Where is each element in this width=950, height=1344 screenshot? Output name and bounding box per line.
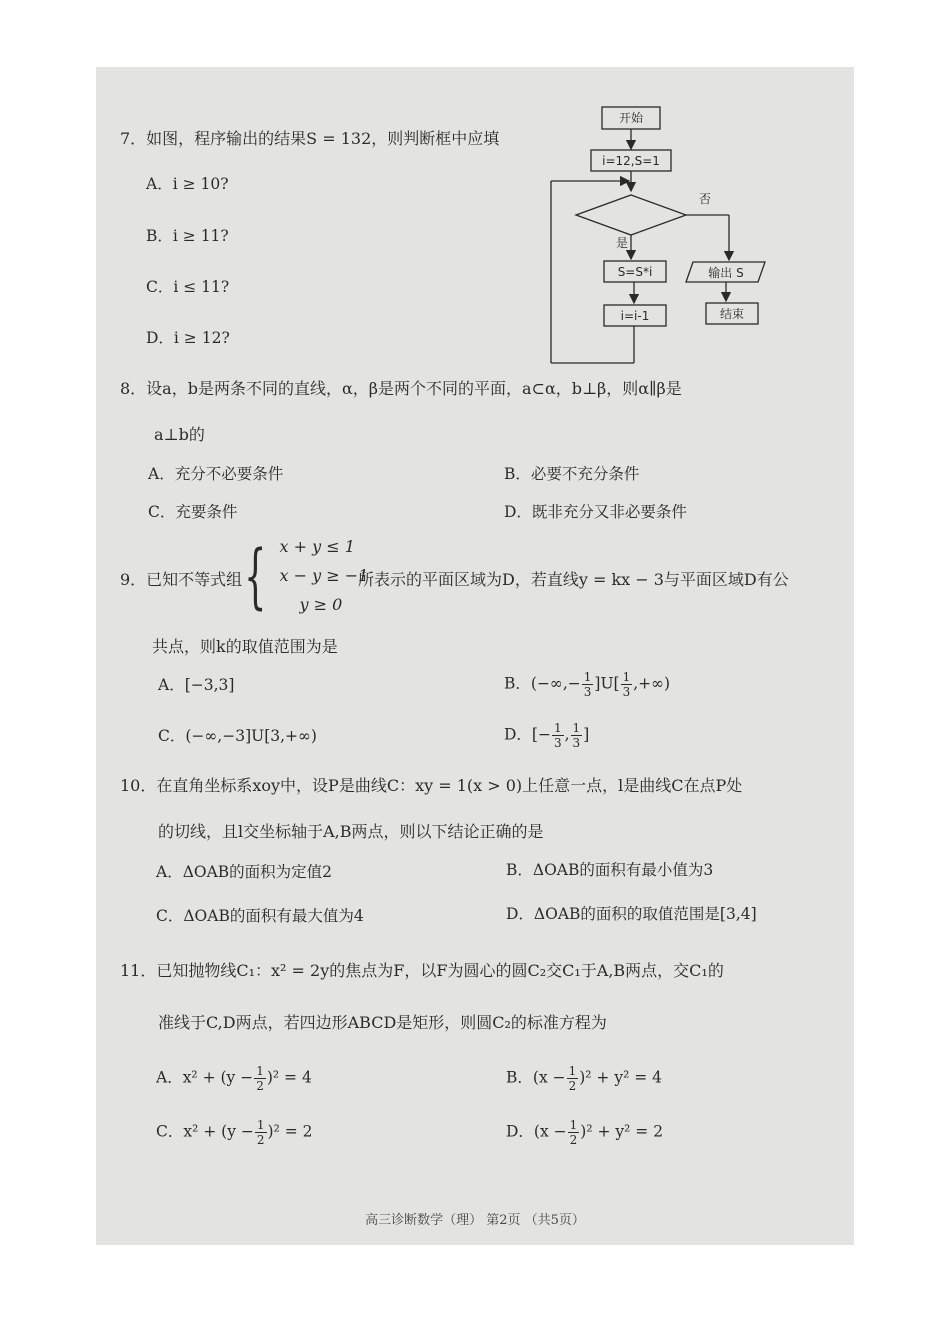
q10-option-d: D．ΔOAB的面积的取值范围是[3,4] (506, 905, 757, 923)
q11-option-a: A．x² + (y − $\frac{1}{2}$ )² = 4 (156, 1064, 312, 1093)
q10-option-b: B．ΔOAB的面积有最小值为3 (506, 861, 714, 879)
q9-option-c: C．(−∞,−3]U[3,+∞) (158, 727, 317, 745)
q9-ineq-1: x + y ≤ 1 (279, 537, 355, 556)
flow-init-text: i=12,S=1 (602, 154, 660, 168)
q7-stem: 7．如图，程序输出的结果S = 132，则判断框中应填 (120, 129, 500, 148)
q9-option-d: D．[− $\frac{1}{3}$ , $\frac{1}{3}$ ] (504, 721, 590, 750)
q7-option-a: A．i ≥ 10? (146, 175, 229, 193)
q7-option-c: C．i ≤ 11? (146, 278, 230, 296)
flow-no-label: 否 (699, 192, 712, 206)
q9-brace: { (244, 534, 267, 617)
q9-option-b: B．(−∞,− $\frac{1}{3}$ ]U[ $\frac{1}{3}$ ,+∞) (504, 670, 671, 699)
q11-option-c: C．x² + (y − $\frac{1}{2}$ )² = 2 (156, 1118, 313, 1147)
q8-stem-2: a⊥b的 (154, 425, 205, 444)
flow-yes-label: 是 (616, 236, 629, 250)
q7-option-b: B．i ≥ 11? (146, 227, 229, 245)
q10-option-c: C．ΔOAB的面积有最大值为4 (156, 907, 364, 925)
flow-process1-text: S=S*i (617, 265, 653, 279)
q8-stem: 8．设a，b是两条不同的直线，α，β是两个不同的平面，a⊂α，b⊥β，则α∥β是 (120, 379, 682, 398)
q9-suffix: 所表示的平面区域为D，若直线y = kx − 3与平面区域D有公 (358, 570, 789, 589)
q11-option-d: D．(x − $\frac{1}{2}$ )² + y² = 2 (506, 1118, 664, 1147)
q9-prefix: 9．已知不等式组 (120, 570, 243, 589)
q8-option-d: D．既非充分又非必要条件 (504, 503, 687, 521)
flow-process2-text: i=i-1 (620, 309, 650, 323)
q8-option-a: A．充分不必要条件 (148, 465, 284, 483)
exam-sheet (96, 67, 854, 1245)
flow-output-text: 输出 S (708, 266, 744, 280)
page-footer: 高三诊断数学（理） 第2页 （共5页） (365, 1213, 585, 1228)
q7-option-d: D．i ≥ 12? (146, 329, 230, 347)
q11-option-b: B．(x − $\frac{1}{2}$ )² + y² = 4 (506, 1064, 663, 1093)
flow-end-text: 结束 (719, 307, 745, 321)
q10-stem-2: 的切线，且l交坐标轴于A,B两点，则以下结论正确的是 (158, 822, 544, 841)
q8-option-c: C．充要条件 (148, 503, 238, 521)
q9-ineq-2: x − y ≥ −1 (279, 566, 369, 585)
q9-stem-2: 共点，则k的取值范围为是 (152, 637, 338, 656)
q9-option-a: A．[−3,3] (158, 676, 235, 694)
q10-option-a: A．ΔOAB的面积为定值2 (156, 863, 333, 881)
q7-flowchart (536, 105, 776, 365)
flow-start-text: 开始 (618, 111, 644, 125)
q11-stem-2: 准线于C,D两点，若四边形ABCD是矩形，则圆C₂的标准方程为 (158, 1013, 607, 1032)
q11-stem: 11．已知抛物线C₁：x² = 2y的焦点为F，以F为圆心的圆C₂交C₁于A,B两点，交C₁的 (120, 961, 724, 980)
q10-stem: 10．在直角坐标系xoy中，设P是曲线C：xy = 1(x > 0)上任意一点，l是曲线C在点P处 (120, 776, 743, 795)
q9-inequality-system (231, 534, 369, 617)
flow-decision-diamond (576, 195, 686, 235)
q9-ineq-3: y ≥ 0 (299, 595, 343, 614)
q8-option-b: B．必要不充分条件 (504, 465, 640, 483)
